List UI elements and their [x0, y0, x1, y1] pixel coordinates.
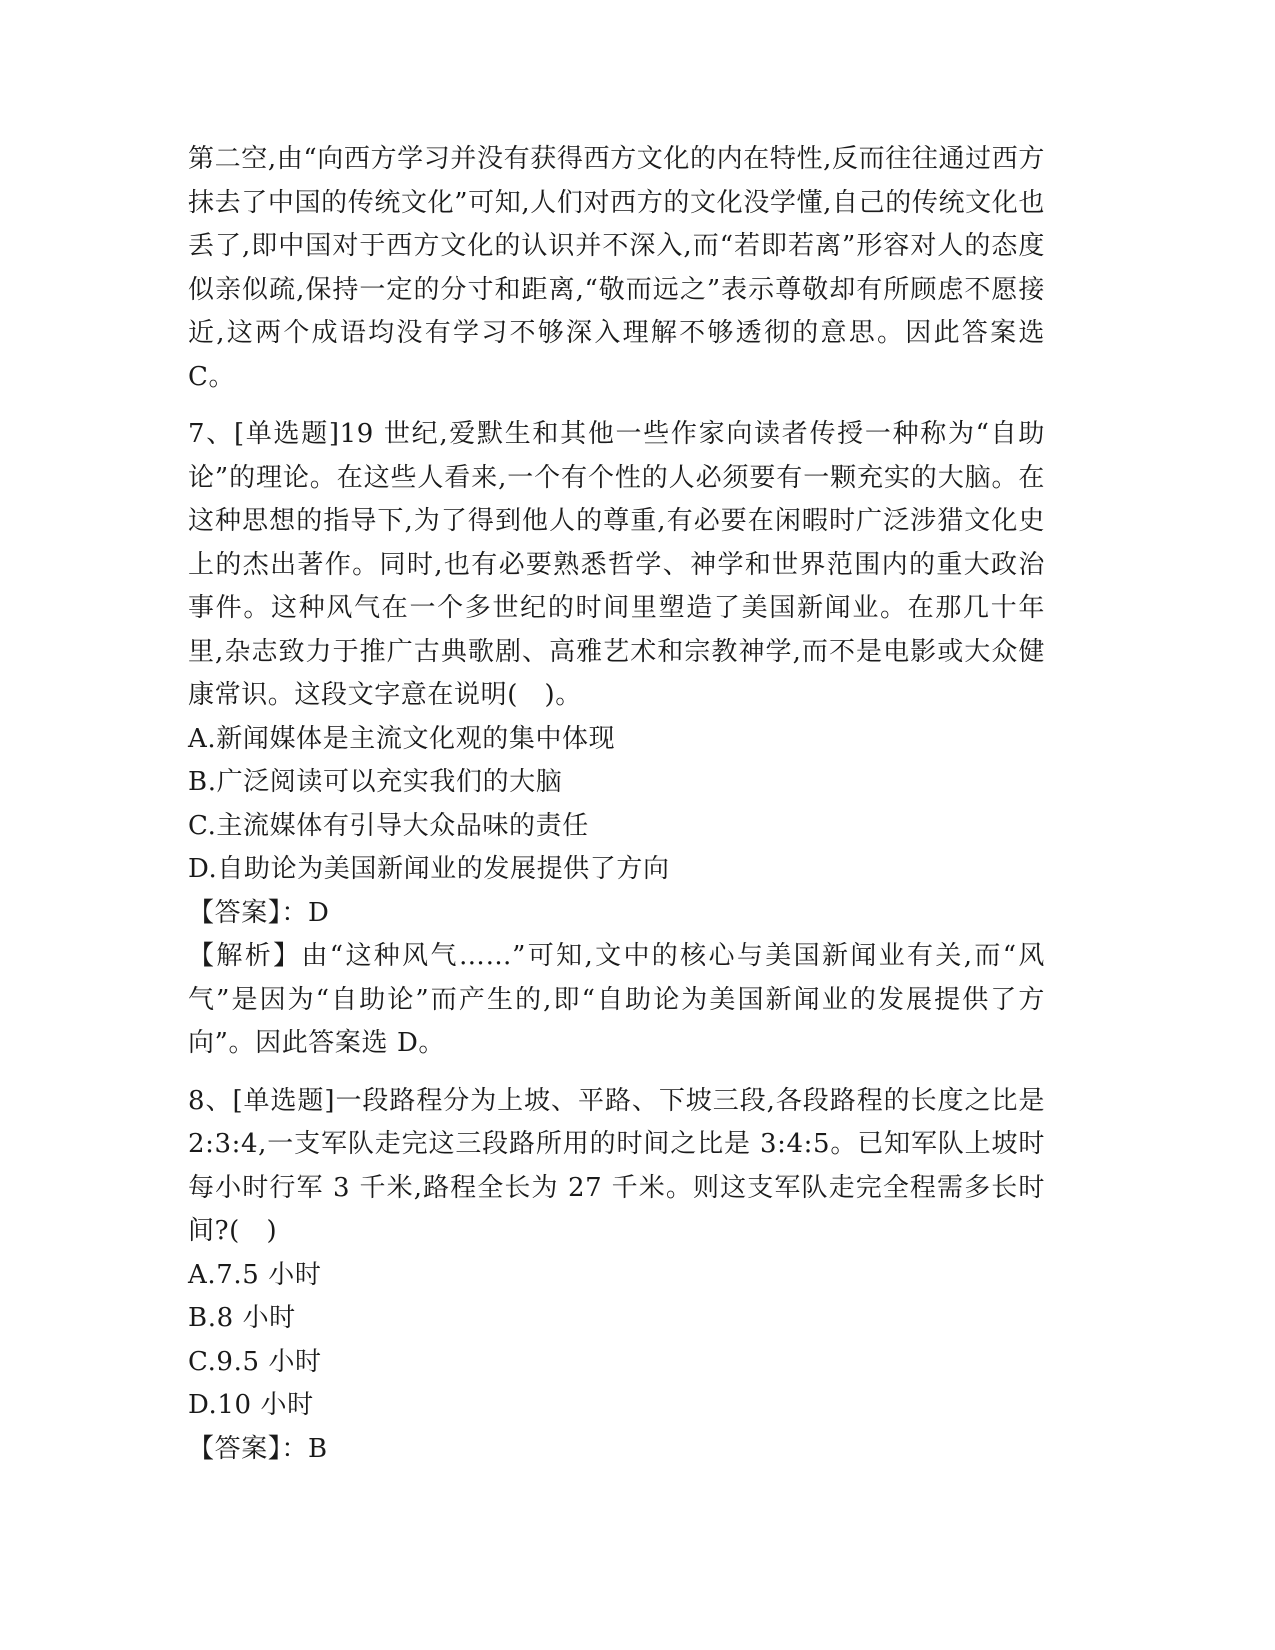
previous-question-explanation: 第二空,由“向西方学习并没有获得西方文化的内在特性,反而往往通过西方抹去了中国的传统文化”可知,人们对西方的文化没学懂,自己的传统文化也丢了,即中国对于西方文化的认识并不深入,而“若即若离”形容对人的态度似亲似疏,保持一定的分寸和距离,“敬而远之”表示尊敬却有所顾虑不愿接近,这两个成语均没有学习不够深入理解不够透彻的意思。因此答案选 C。 [188, 144, 1045, 392]
question-7-option-c: C.主流媒体有引导大众品味的责任 [188, 810, 589, 841]
question-8 [188, 1080, 1045, 1472]
paragraph-gap [188, 399, 1045, 413]
question-8-stem: 8、[单选题]一段路程分为上坡、平路、下坡三段,各段路程的长度之比是 2:3:4,一支军队走完这三段路所用的时间之比是 3:4:5。已知军队上坡时每小时行军 3 千米,路程全长为 27 千米。则这支军队走完全程需多长时间?( ) [188, 1085, 1045, 1246]
question-8-option-c: C.9.5 小时 [188, 1346, 322, 1377]
question-8-option-a: A.7.5 小时 [188, 1259, 322, 1290]
question-8-option-d: D.10 小时 [188, 1390, 314, 1420]
question-7-answer: 【答案】：D [188, 897, 330, 928]
question-7-option-a: A.新闻媒体是主流文化观的集中体现 [188, 723, 616, 754]
question-7-stem: 7、[单选题]19 世纪,爱默生和其他一些作家向读者传授一种称为“自助论”的理论。在这些人看来,一个有个性的人必须要有一颗充实的大脑。在这种思想的指导下,为了得到他人的尊重,有必要在闲暇时广泛涉猎文化史上的杰出著作。同时,也有必要熟悉哲学、神学和世界范围内的重大政治事件。这种风气在一个多世纪的时间里塑造了美国新闻业。在那几十年里,杂志致力于推广古典歌剧、高雅艺术和宗教神学,而不是电影或大众健康常识。这段文字意在说明( )。 [188, 419, 1045, 710]
question-7-analysis: 【解析】由“这种风气……”可知,文中的核心与美国新闻业有关,而“风气”是因为“自助论”而产生的,即“自助论为美国新闻业的发展提供了方向”。因此答案选 D。 [188, 941, 1045, 1058]
question-7-option-b: B.广泛阅读可以充实我们的大脑 [188, 767, 563, 797]
paragraph-gap [188, 1066, 1045, 1080]
question-7 [188, 413, 1045, 1066]
question-8-answer: 【答案】：B [188, 1433, 328, 1464]
question-8-option-b: B.8 小时 [188, 1303, 296, 1333]
question-7-option-d: D.自助论为美国新闻业的发展提供了方向 [188, 854, 670, 884]
